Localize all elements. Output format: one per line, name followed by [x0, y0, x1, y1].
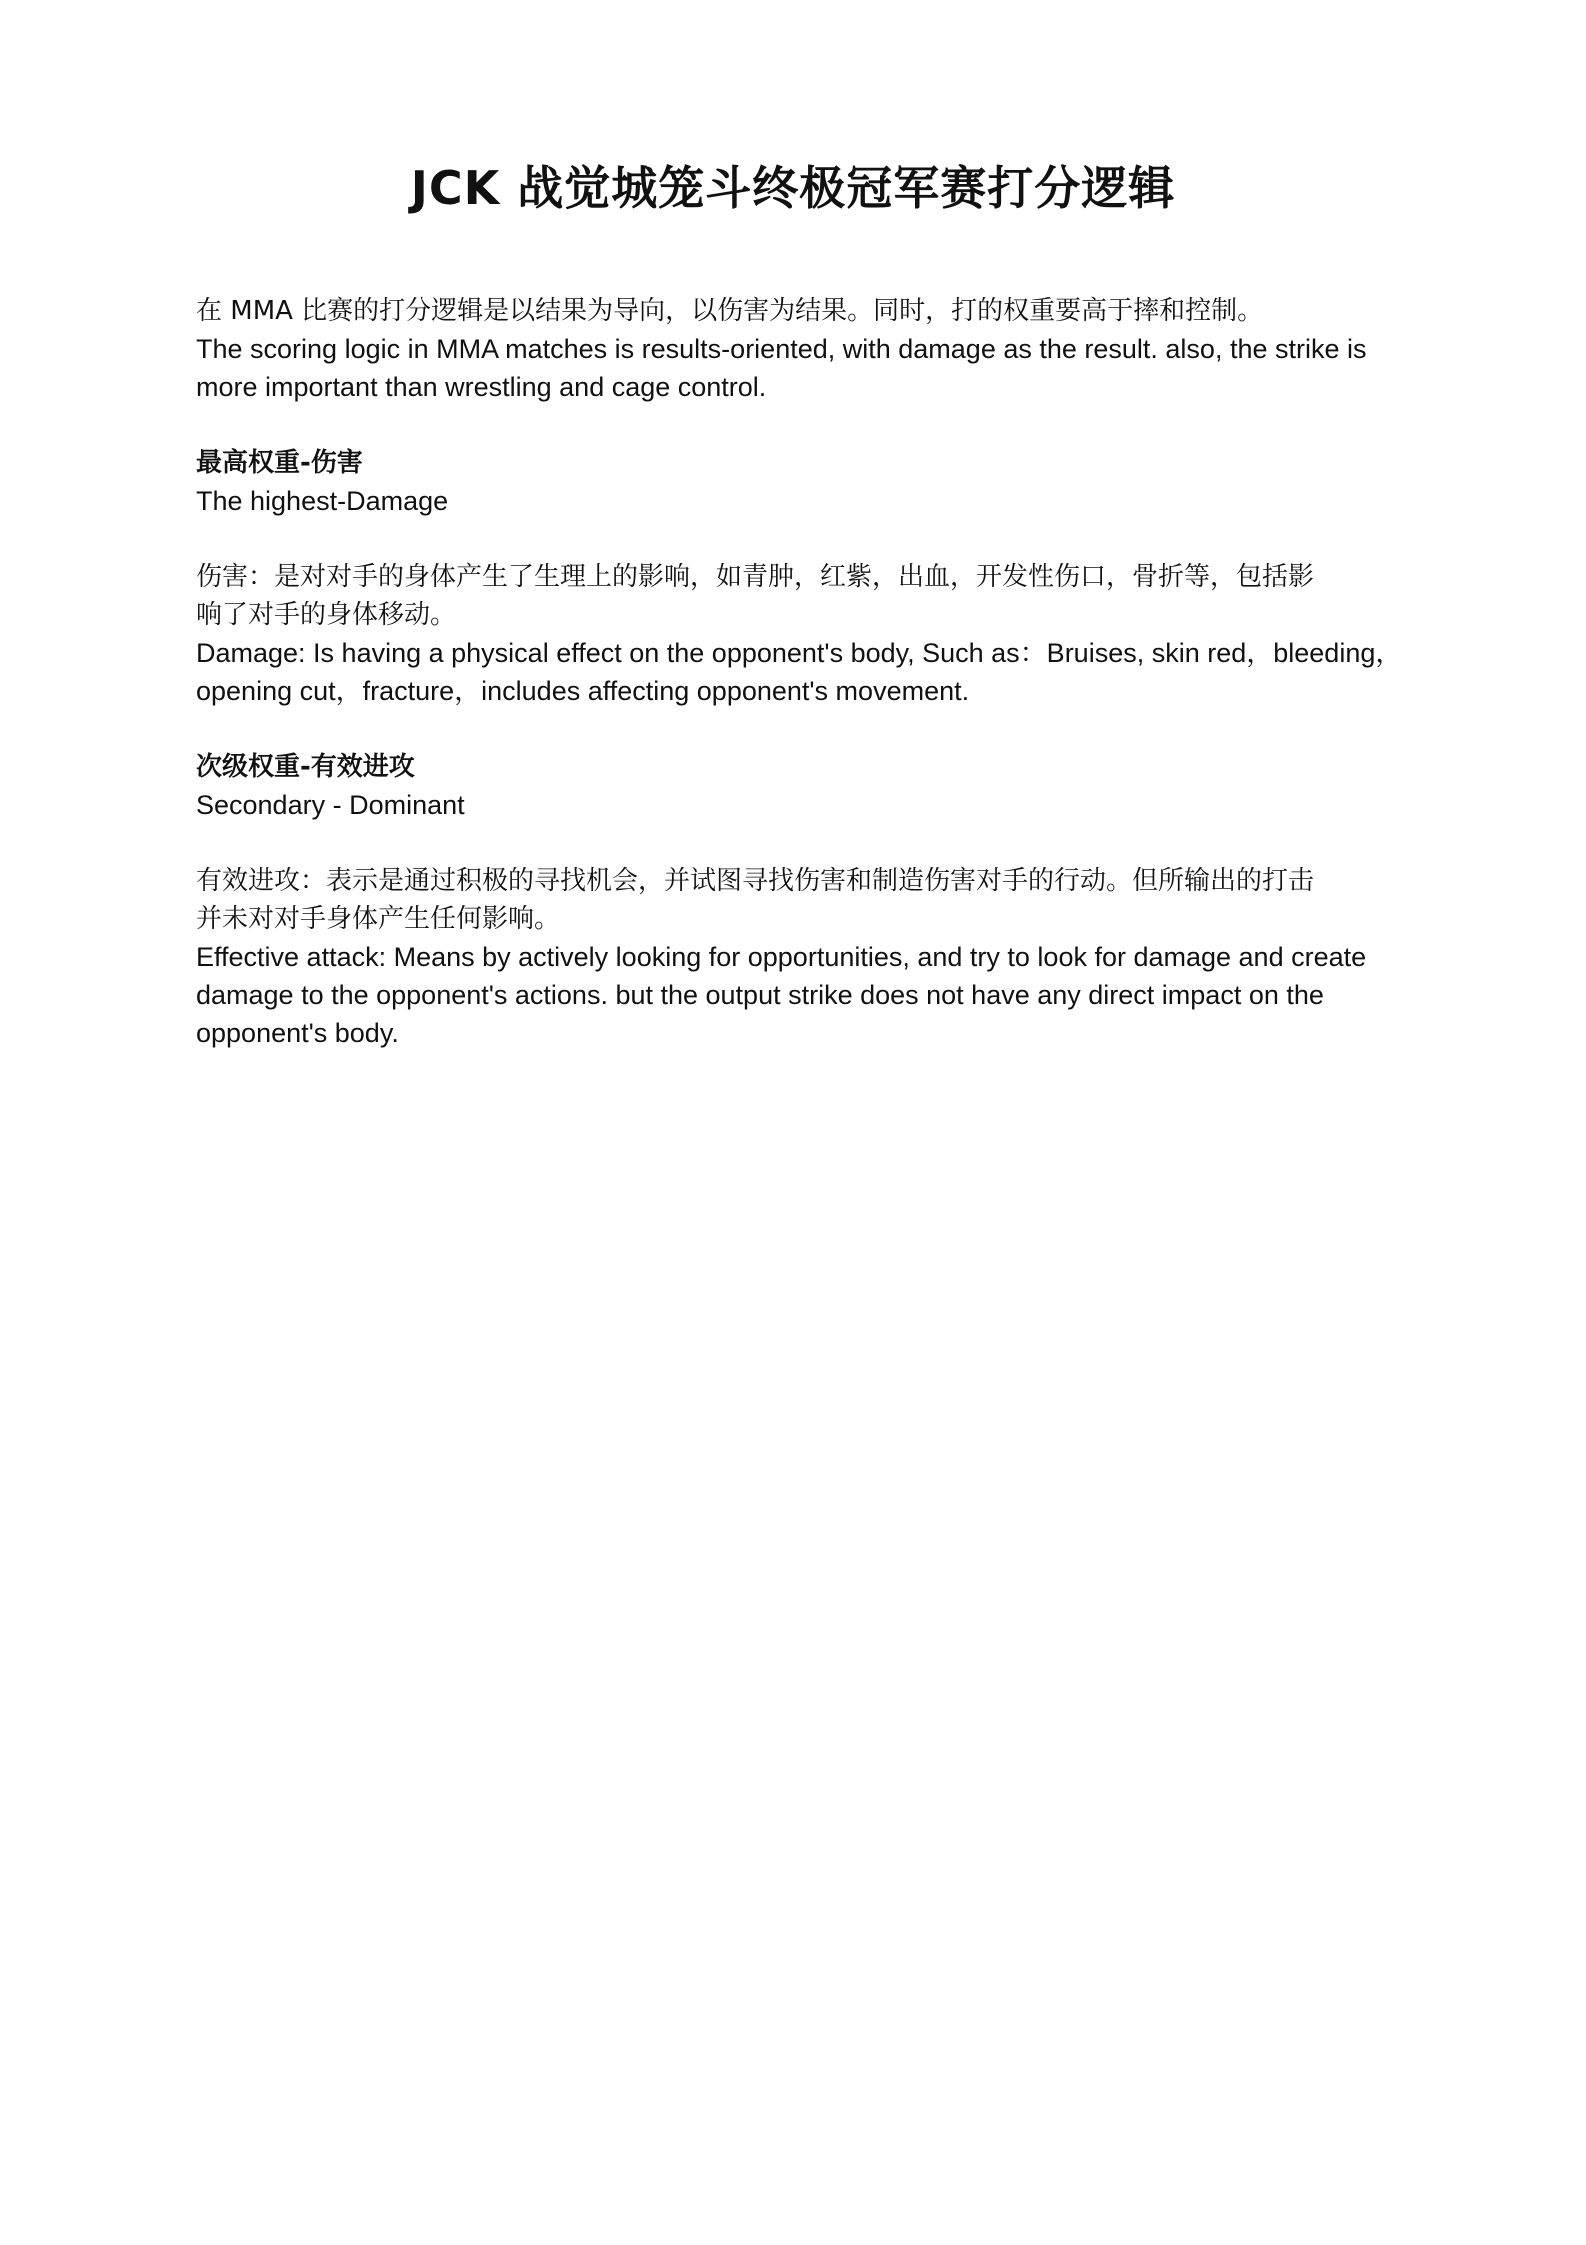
spacer: [196, 824, 1404, 862]
section-damage-body-en-line-1: Damage: Is having a physical effect on the opponent's body, Such as：Bruises, skin red，bleeding，: [196, 638, 1403, 668]
document-body: [196, 292, 1404, 1052]
section-dominant-heading-zh: 次级权重-有效进攻: [196, 752, 415, 782]
section-damage-body-zh-line-1: 伤害：是对对手的身体产生了生理上的影响，如青肿，红紫，出血，开发性伤口，骨折等，包括影: [196, 562, 1315, 592]
section-dominant-body-zh-line-1: 有效进攻：表示是通过积极的寻找机会，并试图寻找伤害和制造伤害对手的行动。但所输出的打击: [196, 866, 1315, 896]
spacer: [196, 520, 1404, 558]
section-damage-heading-en: The highest-Damage: [196, 486, 449, 516]
section-damage-body-en-line-2: opening cut，fracture，includes affecting opponent's movement.: [196, 676, 970, 706]
intro-en-line-2: more important than wrestling and cage control.: [196, 372, 767, 402]
intro-paragraph: [196, 292, 1404, 406]
section-dominant-body-en-line-1: Effective attack: Means by actively looking for opportunities, and try to look for damage and create: [196, 942, 1367, 972]
intro-zh: 在 MMA 比赛的打分逻辑是以结果为导向，以伤害为结果。同时，打的权重要高于摔和控制。: [196, 296, 1264, 326]
spacer: [196, 406, 1404, 444]
section-damage: [196, 444, 1404, 710]
intro-en-line-1: The scoring logic in MMA matches is results-oriented, with damage as the result. also, the strike is: [196, 334, 1367, 364]
section-dominant-body-zh-line-2: 并未对对手身体产生任何影响。: [196, 904, 561, 934]
section-dominant-body-en-line-2: damage to the opponent's actions. but the output strike does not have any direct impact on the: [196, 980, 1324, 1010]
section-dominant-heading-en: Secondary - Dominant: [196, 790, 465, 820]
section-damage-heading-zh: 最高权重-伤害: [196, 448, 363, 478]
section-dominant: [196, 748, 1404, 1052]
document-title: JCK 战觉城笼斗终极冠军赛打分逻辑: [410, 161, 1176, 215]
spacer: [196, 710, 1404, 748]
section-damage-body-zh-line-2: 响了对手的身体移动。: [196, 600, 457, 630]
section-dominant-body-en-line-3: opponent's body.: [196, 1018, 399, 1048]
